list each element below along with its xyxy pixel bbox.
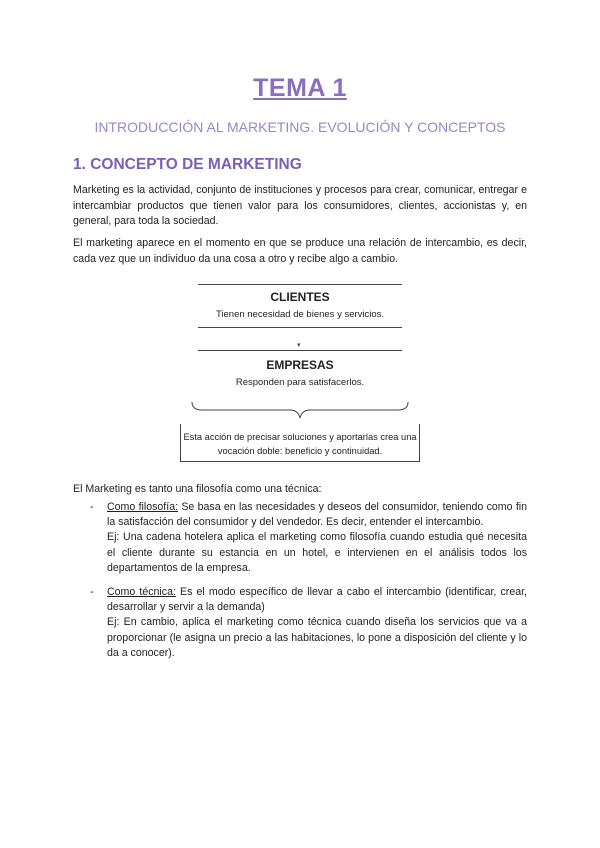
paragraph-definition: Marketing es la actividad, conjunto de instituciones y procesos para crear, comunicar, entregar e intercambiar productos que tienen valor para los consumidores, clientes, accionistas y, en general, para toda la sociedad. [73, 184, 527, 227]
paragraph-exchange: El marketing aparece en el momento en que se produce una relación de intercambio, es decir, cada vez que un individuo da una cosa a otro y recibe algo a cambio. [73, 237, 527, 265]
example-tecnica: Ej: En cambio, aplica el marketing como técnica cuando diseña los servicios que va a proporcionar (le asigna un precio a las habitaciones, lo pone a disposición del cliente y lo da a conocer). [107, 616, 527, 659]
section-heading: 1. CONCEPTO DE MARKETING [73, 156, 302, 173]
empresas-text: Responden para satisfacerlos. [235, 377, 365, 388]
clientes-text: Tienen necesidad de bienes y servicios. [215, 309, 385, 320]
bullet-dash: - [90, 501, 94, 513]
list-intro: El Marketing es tanto una filosofía como una técnica: [73, 483, 322, 495]
diagram-mid-line-1 [198, 327, 402, 328]
brace-icon [190, 398, 410, 420]
clientes-title: CLIENTES [270, 290, 330, 304]
page-subtitle: INTRODUCCIÓN AL MARKETING. EVOLUCIÓN Y CONCEPTOS [94, 119, 506, 135]
conclusion-box [180, 424, 420, 462]
page-title: TEMA 1 [253, 74, 347, 102]
bullet-dash: - [90, 586, 94, 598]
diagram-mid-line-2 [198, 350, 402, 351]
text-tecnica: Es el modo específico de llevar a cabo el intercambio (identificar, crear, desarrollar y servir a la demanda) [107, 586, 527, 614]
empresas-title: EMPRESAS [266, 358, 334, 372]
term-tecnica: Como técnica: [107, 586, 176, 598]
diagram-top-line [198, 284, 402, 285]
example-filosofia: Ej: Una cadena hotelera aplica el marketing como filosofía cuando estudia qué necesita el cliente durante su estancia en un hotel, e intervienen en el análisis todos los departamentos de la empresa. [107, 531, 527, 574]
conclusion-text: Esta acción de precisar soluciones y aportarlas crea una vocación doble: beneficio y continuidad. [183, 432, 417, 456]
text-filosofia: Se basa en las necesidades y deseos del consumidor, teniendo como fin la satisfacción del consumidor y del vendedor. Es decir, entender el intercambio. [107, 501, 528, 529]
term-filosofia: Como filosofía: [107, 501, 179, 513]
arrow-down-icon: ▾ [297, 342, 301, 349]
